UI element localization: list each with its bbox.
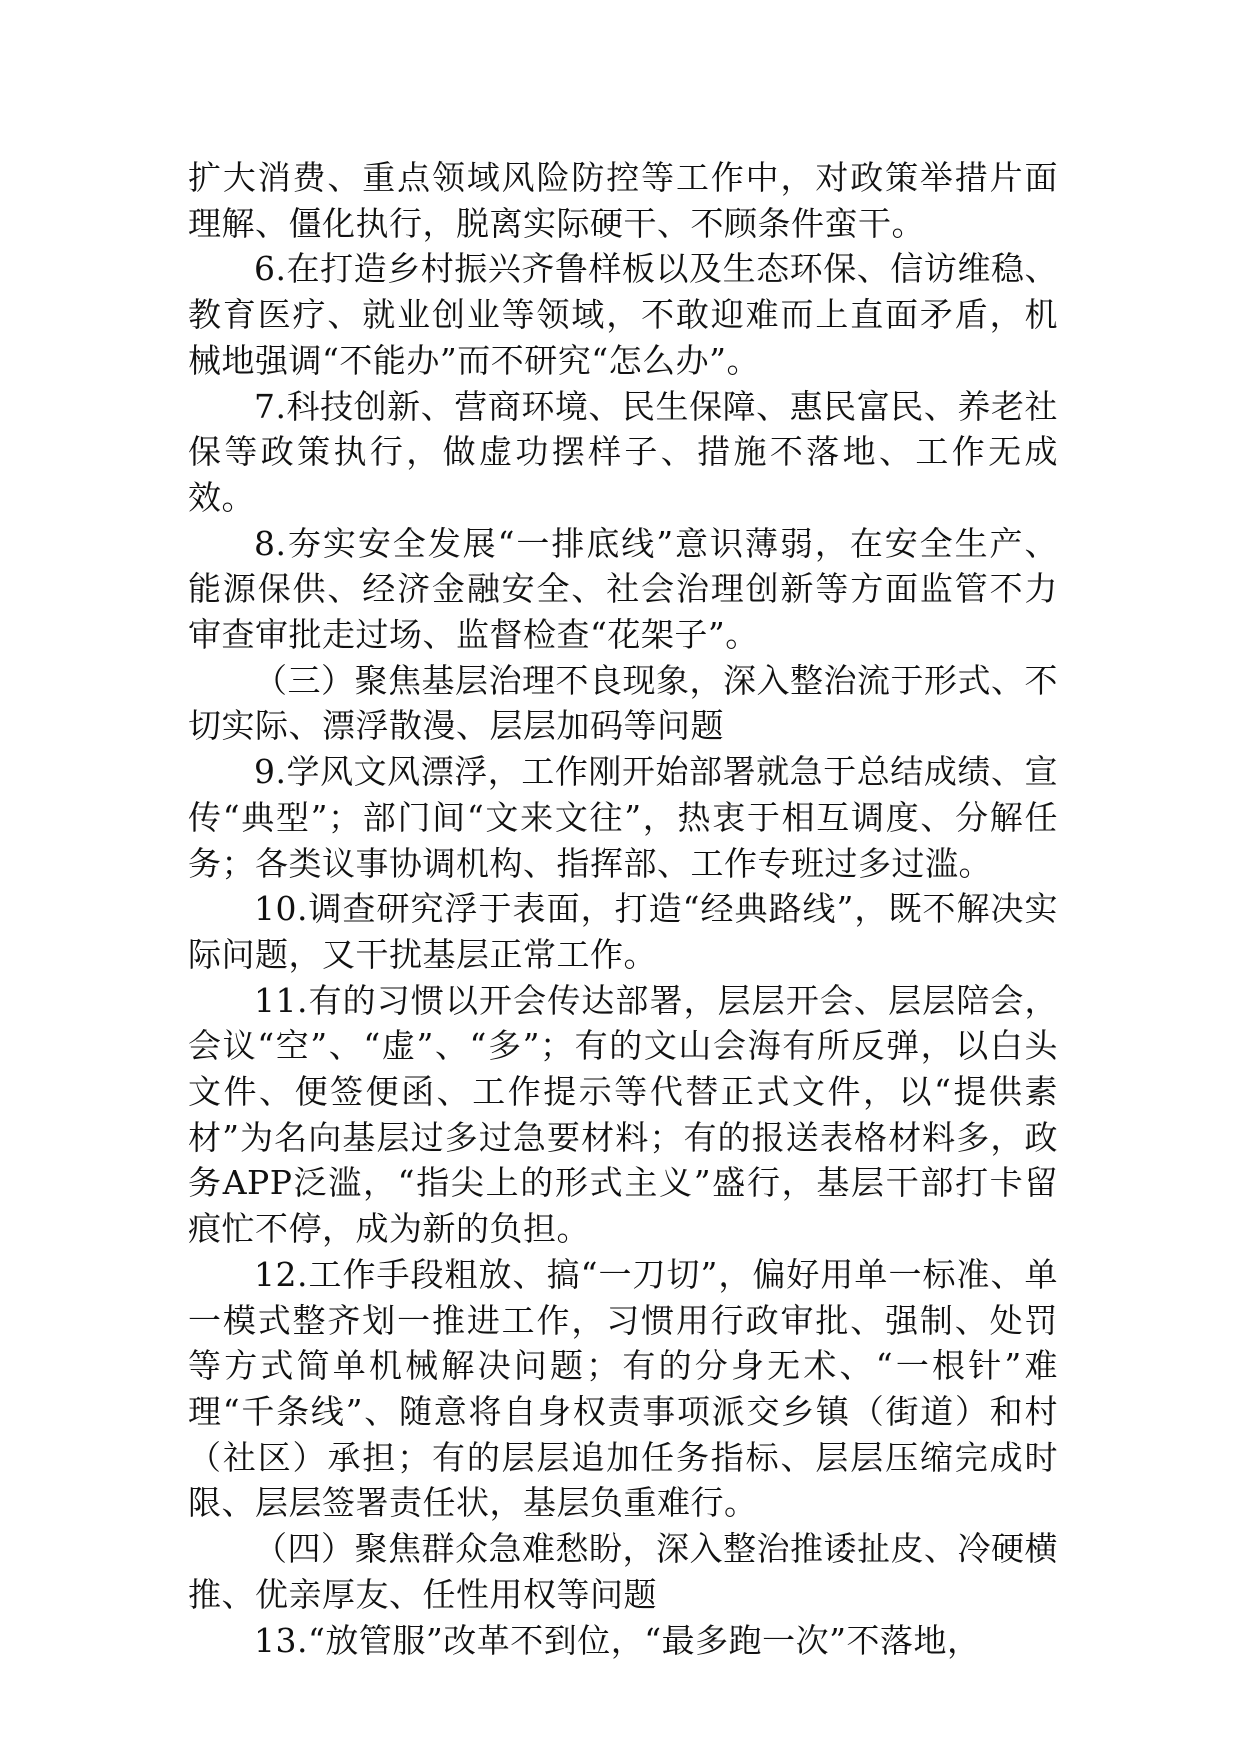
paragraph-item-12: 12.工作手段粗放、搞“一刀切”，偏好用单一标准、单一模式整齐划一推进工作，习惯用行政审批、强制、处罚等方式简单机械解决问题；有的分身无术、“一根针”难理“千条线”、随意将自身权责事项派交乡镇（街道）和村（社区）承担；有的层层追加任务指标、层层压缩完成时限、层层签署责任状，基层负重难行。 [188, 1254, 1058, 1523]
paragraph-item-10: 10.调查研究浮于表面，打造“经典路线”，既不解决实际问题，又干扰基层正常工作。 [188, 889, 1058, 974]
paragraph-item-8: 8.夯实安全发展“一排底线”意识薄弱，在安全生产、能源保供、经济金融安全、社会治理创新等方面监管不力审查审批走过场、监督检查“花架子”。 [188, 523, 1058, 655]
document-body [188, 155, 1058, 1663]
paragraph-item-11: 11.有的习惯以开会传达部署，层层开会、层层陪会，会议“空”、“虚”、“多”；有的文山会海有所反弹，以白头文件、便签便函、工作提示等代替正式文件，以“提供素材”为名向基层过多过急要材料；有的报送表格材料多，政务APP泛滥，“指尖上的形式主义”盛行，基层干部打卡留痕忙不停，成为新的负担。 [188, 980, 1058, 1249]
section-heading-3: （三）聚焦基层治理不良现象，深入整治流于形式、不切实际、漂浮散漫、层层加码等问题 [188, 660, 1058, 746]
paragraph-item-9: 9.学风文风漂浮，工作刚开始部署就急于总结成绩、宣传“典型”；部门间“文来文往”，热衷于相互调度、分解任务；各类议事协调机构、指挥部、工作专班过多过滥。 [188, 752, 1058, 883]
paragraph-item-7: 7.科技创新、营商环境、民生保障、惠民富民、养老社保等政策执行，做虚功摆样子、措施不落地、工作无成效。 [188, 386, 1058, 517]
paragraph-item-6: 6.在打造乡村振兴齐鲁样板以及生态环保、信访维稳、教育医疗、就业创业等领域，不敢迎难而上直面矛盾，机械地强调“不能办”而不研究“怎么办”。 [188, 249, 1058, 380]
paragraph-item-13: 13.“放管服”改革不到位，“最多跑一次”不落地， [254, 1620, 981, 1660]
section-heading-4: （四）聚焦群众急难愁盼，深入整治推诿扯皮、冷硬横推、优亲厚友、任性用权等问题 [188, 1529, 1058, 1614]
paragraph-continuation: 扩大消费、重点领域风险防控等工作中，对政策举措片面理解、僵化执行，脱离实际硬干、不顾条件蛮干。 [188, 158, 1058, 243]
